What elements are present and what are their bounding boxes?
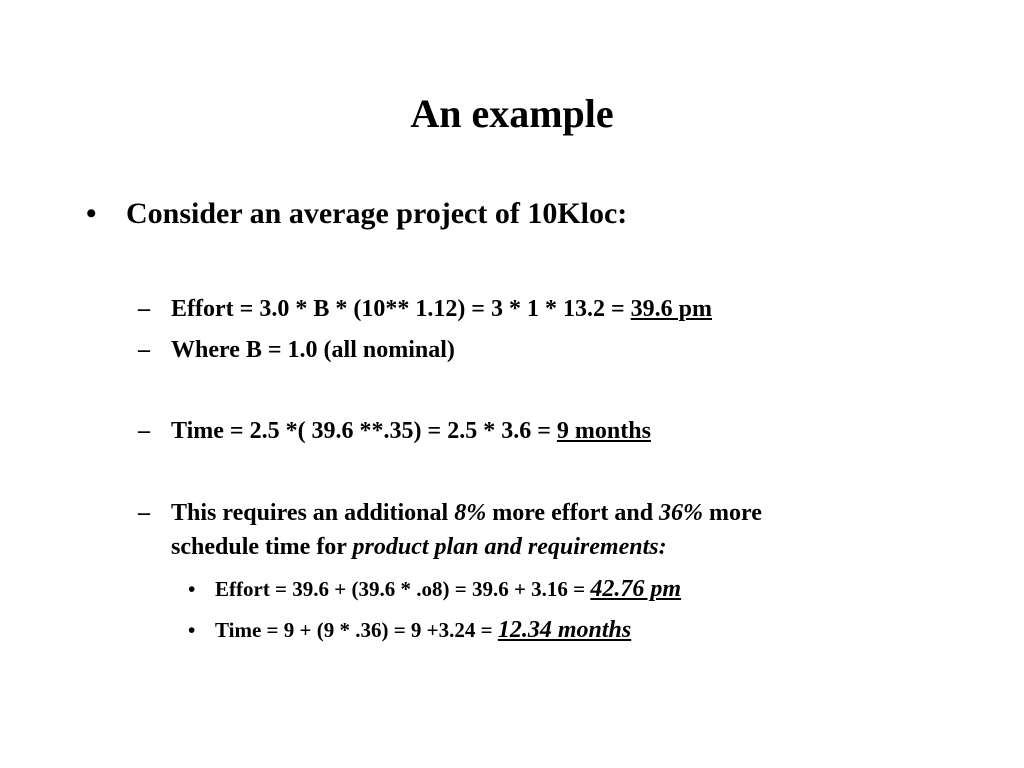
requires-pct-effort: 8% (454, 500, 487, 526)
requires-part3: more (703, 500, 762, 526)
where-text: Where B = 1.0 (all nominal) (171, 337, 455, 363)
dash-marker: – (138, 296, 150, 322)
sub-bullet-marker: • (188, 618, 196, 642)
time-sub-result: 12.34 months (497, 617, 632, 643)
requires-part2: more effort and (486, 500, 660, 526)
effort-sub-result: 42.76 pm (590, 576, 682, 602)
time-sub-text (215, 613, 631, 647)
dash-marker: – (138, 500, 150, 526)
requires-line2-text: schedule time for (171, 534, 353, 560)
requires-part1: This requires an additional (171, 500, 455, 526)
effort-sub-formula: Effort = 39.6 + (39.6 * .o8) = 39.6 + 3.16 = (215, 577, 591, 601)
dash-marker: – (138, 418, 150, 444)
time-sub-formula: Time = 9 + (9 * .36) = 9 +3.24 = (215, 618, 498, 642)
requires-line2-italic: product plan and requirements: (352, 534, 667, 560)
effort-formula: Effort = 3.0 * B * (10** 1.12) = 3 * 1 * 13.2 = (171, 296, 631, 322)
time-text (171, 414, 651, 448)
effort-sub-text (215, 572, 681, 606)
effort-text (171, 292, 712, 326)
dash-marker: – (138, 337, 150, 363)
requires-text-line2 (171, 530, 667, 564)
time-result: 9 months (556, 418, 651, 444)
requires-text-line1 (171, 496, 762, 530)
slide-title: An example (410, 91, 614, 136)
sub-bullet-marker: • (188, 577, 196, 601)
bullet-marker: • (86, 197, 97, 230)
requires-pct-schedule: 36% (659, 500, 704, 526)
effort-result: 39.6 pm (630, 296, 712, 322)
time-formula: Time = 2.5 *( 39.6 **.35) = 2.5 * 3.6 = (171, 418, 557, 444)
main-bullet-text: Consider an average project of 10Kloc: (126, 197, 628, 230)
